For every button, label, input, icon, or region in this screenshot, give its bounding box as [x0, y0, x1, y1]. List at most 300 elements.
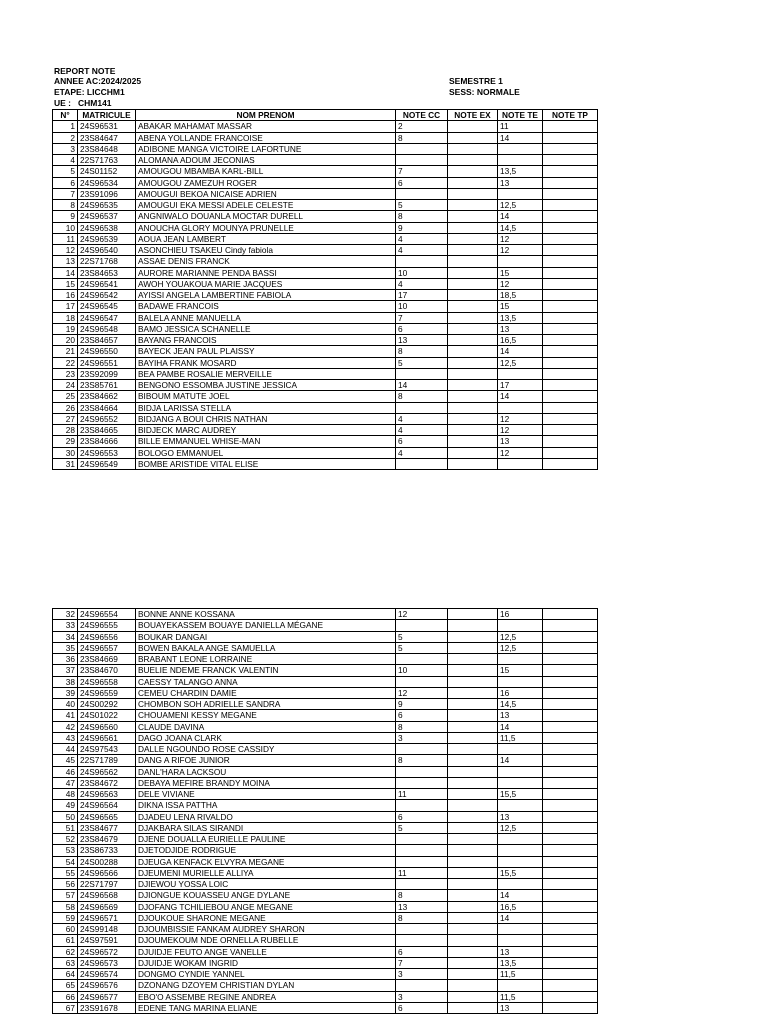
row-number: 49: [53, 800, 78, 811]
matricule-cell: 24S96562: [78, 766, 136, 777]
table-row: [53, 980, 598, 991]
row-number: 48: [53, 789, 78, 800]
grades-table-2: [52, 608, 598, 1014]
table-row: [53, 413, 598, 424]
note-cc-cell: 6: [396, 436, 448, 447]
matricule-cell: 24S96555: [78, 620, 136, 631]
note-te-cell: 12: [498, 425, 543, 436]
note-tp-cell: [543, 867, 598, 878]
name-cell: DAGO JOANA CLARK: [136, 732, 396, 743]
note-ex-cell: [448, 222, 498, 233]
matricule-cell: 24S01022: [78, 710, 136, 721]
name-cell: DJADEU LENA RIVALDO: [136, 811, 396, 822]
row-number: 67: [53, 1002, 78, 1013]
note-tp-cell: [543, 935, 598, 946]
table-row: [53, 654, 598, 665]
name-cell: CHOMBON SOH ADRIELLE SANDRA: [136, 699, 396, 710]
table-row: [53, 121, 598, 132]
row-number: 58: [53, 901, 78, 912]
name-cell: AMOUGUI EKA MESSI ADELE CELESTE: [136, 200, 396, 211]
note-ex-cell: [448, 991, 498, 1002]
matricule-cell: 24S96537: [78, 211, 136, 222]
table-row: [53, 744, 598, 755]
note-ex-cell: [448, 969, 498, 980]
name-cell: AMOUGOU ZAMEZUH ROGER: [136, 177, 396, 188]
name-cell: AWOH YOUAKOUA MARIE JACQUES: [136, 278, 396, 289]
matricule-cell: 24S96542: [78, 290, 136, 301]
note-te-cell: 15: [498, 301, 543, 312]
note-te-cell: 12: [498, 447, 543, 458]
note-ex-cell: [448, 121, 498, 132]
note-te-cell: 15,5: [498, 867, 543, 878]
note-tp-cell: [543, 912, 598, 923]
row-number: 32: [53, 609, 78, 620]
matricule-cell: 24S96558: [78, 676, 136, 687]
note-cc-cell: 3: [396, 969, 448, 980]
note-tp-cell: [543, 665, 598, 676]
name-cell: DJIONGUE KOUASSEU ANGE DYLANE: [136, 890, 396, 901]
note-cc-cell: 8: [396, 391, 448, 402]
note-ex-cell: [448, 458, 498, 469]
row-number: 65: [53, 980, 78, 991]
note-ex-cell: [448, 789, 498, 800]
name-cell: BAYIHA FRANK MOSARD: [136, 357, 396, 368]
note-cc-cell: 10: [396, 267, 448, 278]
matricule-cell: 23S84653: [78, 267, 136, 278]
name-cell: CEMEU CHARDIN DAMIE: [136, 687, 396, 698]
note-ex-cell: [448, 323, 498, 334]
table-row: [53, 777, 598, 788]
matricule-cell: 24S96559: [78, 687, 136, 698]
note-ex-cell: [448, 879, 498, 890]
report-title: REPORT NOTE: [54, 66, 116, 76]
note-te-cell: 18,5: [498, 290, 543, 301]
note-tp-cell: [543, 380, 598, 391]
name-cell: DJOUKOUE SHARONE MEGANE: [136, 912, 396, 923]
table-row: [53, 211, 598, 222]
note-te-cell: [498, 676, 543, 687]
note-tp-cell: [543, 312, 598, 323]
row-number: 50: [53, 811, 78, 822]
row-number: 25: [53, 391, 78, 402]
note-tp-cell: [543, 732, 598, 743]
table-row: [53, 166, 598, 177]
matricule-cell: 24S00288: [78, 856, 136, 867]
note-cc-cell: [396, 924, 448, 935]
name-cell: BOWEN BAKALA ANGE SAMUELLA: [136, 642, 396, 653]
note-tp-cell: [543, 676, 598, 687]
matricule-cell: 24S96572: [78, 946, 136, 957]
note-te-cell: [498, 458, 543, 469]
name-cell: ADIBONE MANGA VICTOIRE LAFORTUNE: [136, 143, 396, 154]
note-tp-cell: [543, 744, 598, 755]
name-cell: AOUA JEAN LAMBERT: [136, 233, 396, 244]
name-cell: DZONANG DZOYEM CHRISTIAN DYLAN: [136, 980, 396, 991]
matricule-cell: 24S96564: [78, 800, 136, 811]
note-cc-cell: 8: [396, 912, 448, 923]
note-ex-cell: [448, 676, 498, 687]
name-cell: BALELA ANNE MANUELLA: [136, 312, 396, 323]
note-te-cell: 14: [498, 890, 543, 901]
note-cc-cell: [396, 654, 448, 665]
row-number: 6: [53, 177, 78, 188]
note-tp-cell: [543, 402, 598, 413]
note-tp-cell: [543, 368, 598, 379]
note-cc-cell: [396, 935, 448, 946]
table-row: [53, 177, 598, 188]
note-te-cell: 11: [498, 121, 543, 132]
name-cell: BRABANT LEONE LORRAINE: [136, 654, 396, 665]
row-number: 23: [53, 368, 78, 379]
name-cell: DJOUMEKOUM NDE ORNELLA RUBELLE: [136, 935, 396, 946]
note-ex-cell: [448, 642, 498, 653]
name-cell: DJEUGA KENFACK ELVYRA MEGANE: [136, 856, 396, 867]
note-ex-cell: [448, 867, 498, 878]
note-ex-cell: [448, 211, 498, 222]
row-number: 55: [53, 867, 78, 878]
row-number: 4: [53, 155, 78, 166]
note-tp-cell: [543, 890, 598, 901]
note-ex-cell: [448, 132, 498, 143]
row-number: 47: [53, 777, 78, 788]
table-row: [53, 402, 598, 413]
matricule-cell: 23S84648: [78, 143, 136, 154]
note-te-cell: 14: [498, 721, 543, 732]
matricule-cell: 23S84657: [78, 335, 136, 346]
note-cc-cell: 3: [396, 991, 448, 1002]
name-cell: EBO'O ASSEMBE REGINE ANDREA: [136, 991, 396, 1002]
note-cc-cell: 7: [396, 312, 448, 323]
table-row: [53, 811, 598, 822]
matricule-cell: 24S96549: [78, 458, 136, 469]
note-te-cell: 12: [498, 413, 543, 424]
note-cc-cell: 8: [396, 755, 448, 766]
semester-label: SEMESTRE 1: [449, 76, 503, 86]
note-tp-cell: [543, 413, 598, 424]
matricule-cell: 24S96563: [78, 789, 136, 800]
note-ex-cell: [448, 301, 498, 312]
row-number: 28: [53, 425, 78, 436]
matricule-cell: 23S84670: [78, 665, 136, 676]
name-cell: ANGNIWALO DOUANLA MOCTAR DURELL: [136, 211, 396, 222]
note-tp-cell: [543, 121, 598, 132]
note-ex-cell: [448, 380, 498, 391]
matricule-cell: 24S01152: [78, 166, 136, 177]
note-te-cell: 16: [498, 609, 543, 620]
name-cell: ANOUCHA GLORY MOUNYA PRUNELLE: [136, 222, 396, 233]
name-cell: BAMO JESSICA SCHANELLE: [136, 323, 396, 334]
note-tp-cell: [543, 132, 598, 143]
row-number: 9: [53, 211, 78, 222]
table-row: [53, 732, 598, 743]
note-cc-cell: 13: [396, 335, 448, 346]
note-cc-cell: 2: [396, 121, 448, 132]
note-tp-cell: [543, 991, 598, 1002]
note-te-cell: 13: [498, 1002, 543, 1013]
note-cc-cell: [396, 402, 448, 413]
name-cell: DJUIDJE FEUTO ANGE VANELLE: [136, 946, 396, 957]
note-tp-cell: [543, 200, 598, 211]
matricule-cell: 24S96535: [78, 200, 136, 211]
table-row: [53, 380, 598, 391]
name-cell: BOLOGO EMMANUEL: [136, 447, 396, 458]
note-cc-cell: 4: [396, 425, 448, 436]
note-tp-cell: [543, 642, 598, 653]
note-cc-cell: [396, 458, 448, 469]
note-tp-cell: [543, 631, 598, 642]
note-ex-cell: [448, 687, 498, 698]
row-number: 19: [53, 323, 78, 334]
note-te-cell: [498, 620, 543, 631]
matricule-cell: 23S84677: [78, 822, 136, 833]
col-header-note-te: NOTE TE: [498, 110, 543, 121]
note-te-cell: [498, 654, 543, 665]
col-header-note-cc: NOTE CC: [396, 110, 448, 121]
note-cc-cell: [396, 143, 448, 154]
name-cell: BOUAYEKASSEM BOUAYE DANIELLA MÉGANE: [136, 620, 396, 631]
row-number: 29: [53, 436, 78, 447]
note-te-cell: 14: [498, 346, 543, 357]
note-ex-cell: [448, 233, 498, 244]
name-cell: AMOUGOU MBAMBA KARL-BILL: [136, 166, 396, 177]
note-ex-cell: [448, 278, 498, 289]
note-te-cell: 13,5: [498, 166, 543, 177]
note-tp-cell: [543, 777, 598, 788]
note-tp-cell: [543, 143, 598, 154]
name-cell: DJENE DOUALLA EURIELLE PAULINE: [136, 834, 396, 845]
note-te-cell: [498, 924, 543, 935]
note-te-cell: 14,5: [498, 699, 543, 710]
matricule-cell: 24S96531: [78, 121, 136, 132]
name-cell: BEA PAMBE ROSALIE MERVEILLE: [136, 368, 396, 379]
note-tp-cell: [543, 447, 598, 458]
name-cell: BOMBE ARISTIDE VITAL ELISE: [136, 458, 396, 469]
note-cc-cell: 4: [396, 233, 448, 244]
name-cell: AMOUGUI BEKOA NICAISE ADRIEN: [136, 188, 396, 199]
note-tp-cell: [543, 301, 598, 312]
matricule-cell: 24S96557: [78, 642, 136, 653]
row-number: 26: [53, 402, 78, 413]
table-row: [53, 233, 598, 244]
name-cell: DANL'HARA LACKSOU: [136, 766, 396, 777]
note-te-cell: [498, 188, 543, 199]
note-tp-cell: [543, 357, 598, 368]
table-row: [53, 834, 598, 845]
matricule-cell: 24S00292: [78, 699, 136, 710]
matricule-cell: 24S96545: [78, 301, 136, 312]
name-cell: DANG A RIFOE JUNIOR: [136, 755, 396, 766]
row-number: 31: [53, 458, 78, 469]
note-te-cell: 12,5: [498, 642, 543, 653]
note-cc-cell: 11: [396, 789, 448, 800]
note-tp-cell: [543, 879, 598, 890]
table-row: [53, 357, 598, 368]
note-cc-cell: [396, 980, 448, 991]
matricule-cell: 23S85761: [78, 380, 136, 391]
note-ex-cell: [448, 665, 498, 676]
table-row: [53, 267, 598, 278]
note-cc-cell: 6: [396, 811, 448, 822]
name-cell: CAESSY TALANGO ANNA: [136, 676, 396, 687]
note-te-cell: 13,5: [498, 957, 543, 968]
note-ex-cell: [448, 699, 498, 710]
note-te-cell: [498, 834, 543, 845]
note-te-cell: 11,5: [498, 732, 543, 743]
note-cc-cell: 8: [396, 132, 448, 143]
note-ex-cell: [448, 290, 498, 301]
matricule-cell: 23S84679: [78, 834, 136, 845]
note-ex-cell: [448, 755, 498, 766]
note-ex-cell: [448, 946, 498, 957]
note-ex-cell: [448, 436, 498, 447]
note-cc-cell: [396, 155, 448, 166]
row-number: 45: [53, 755, 78, 766]
table-row: [53, 699, 598, 710]
note-te-cell: [498, 980, 543, 991]
note-ex-cell: [448, 654, 498, 665]
matricule-cell: 23S92099: [78, 368, 136, 379]
matricule-cell: 24S96566: [78, 867, 136, 878]
note-te-cell: [498, 766, 543, 777]
matricule-cell: 24S96551: [78, 357, 136, 368]
name-cell: DJOFANG TCHILIEBOU ANGE MEGANE: [136, 901, 396, 912]
note-te-cell: 17: [498, 380, 543, 391]
note-tp-cell: [543, 654, 598, 665]
name-cell: BAYANG FRANCOIS: [136, 335, 396, 346]
note-cc-cell: [396, 676, 448, 687]
note-tp-cell: [543, 335, 598, 346]
note-tp-cell: [543, 980, 598, 991]
note-te-cell: 13: [498, 811, 543, 822]
note-ex-cell: [448, 766, 498, 777]
table-row: [53, 789, 598, 800]
note-te-cell: [498, 777, 543, 788]
name-cell: DJAKBARA SILAS SIRANDI: [136, 822, 396, 833]
matricule-cell: 24S96556: [78, 631, 136, 642]
matricule-cell: 22S71768: [78, 256, 136, 267]
note-tp-cell: [543, 233, 598, 244]
note-ex-cell: [448, 800, 498, 811]
note-te-cell: 14: [498, 912, 543, 923]
note-te-cell: 11,5: [498, 969, 543, 980]
row-number: 51: [53, 822, 78, 833]
note-ex-cell: [448, 402, 498, 413]
note-te-cell: 12,5: [498, 357, 543, 368]
note-tp-cell: [543, 425, 598, 436]
note-cc-cell: 13: [396, 901, 448, 912]
note-ex-cell: [448, 912, 498, 923]
note-te-cell: 16: [498, 687, 543, 698]
row-number: 61: [53, 935, 78, 946]
note-ex-cell: [448, 845, 498, 856]
table-row: [53, 155, 598, 166]
name-cell: DJEUMENI MURIELLE ALLIYA: [136, 867, 396, 878]
name-cell: BUELIE NDEME FRANCK VALENTIN: [136, 665, 396, 676]
note-ex-cell: [448, 710, 498, 721]
row-number: 5: [53, 166, 78, 177]
matricule-cell: 24S96573: [78, 957, 136, 968]
note-tp-cell: [543, 609, 598, 620]
table-row: [53, 766, 598, 777]
row-number: 43: [53, 732, 78, 743]
row-number: 33: [53, 620, 78, 631]
name-cell: BIBOUM MATUTE JOEL: [136, 391, 396, 402]
note-te-cell: 13: [498, 323, 543, 334]
note-tp-cell: [543, 766, 598, 777]
note-te-cell: [498, 402, 543, 413]
table-row: [53, 143, 598, 154]
note-cc-cell: 5: [396, 357, 448, 368]
matricule-cell: 24S96534: [78, 177, 136, 188]
row-number: 40: [53, 699, 78, 710]
note-tp-cell: [543, 699, 598, 710]
note-cc-cell: [396, 188, 448, 199]
table-row: [53, 721, 598, 732]
note-cc-cell: 6: [396, 177, 448, 188]
table-row: [53, 368, 598, 379]
matricule-cell: 23S86733: [78, 845, 136, 856]
row-number: 10: [53, 222, 78, 233]
note-cc-cell: 6: [396, 323, 448, 334]
note-ex-cell: [448, 368, 498, 379]
note-tp-cell: [543, 789, 598, 800]
row-number: 13: [53, 256, 78, 267]
name-cell: DJOUMBISSIE FANKAM AUDREY SHARON: [136, 924, 396, 935]
note-te-cell: 16,5: [498, 335, 543, 346]
name-cell: AYISSI ANGELA LAMBERTINE FABIOLA: [136, 290, 396, 301]
row-number: 24: [53, 380, 78, 391]
row-number: 41: [53, 710, 78, 721]
table-row: [53, 132, 598, 143]
table-row: [53, 901, 598, 912]
academic-year: ANNEE AC:2024/2025: [54, 76, 142, 86]
note-tp-cell: [543, 856, 598, 867]
name-cell: BOUKAR DANGAI: [136, 631, 396, 642]
table-row: [53, 856, 598, 867]
table-row: [53, 912, 598, 923]
col-header-matricule: MATRICULE: [78, 110, 136, 121]
note-tp-cell: [543, 946, 598, 957]
row-number: 38: [53, 676, 78, 687]
row-number: 66: [53, 991, 78, 1002]
table-row: [53, 323, 598, 334]
note-cc-cell: 4: [396, 245, 448, 256]
note-ex-cell: [448, 744, 498, 755]
note-ex-cell: [448, 924, 498, 935]
note-cc-cell: [396, 879, 448, 890]
matricule-cell: 23S91678: [78, 1002, 136, 1013]
table-row: [53, 301, 598, 312]
note-tp-cell: [543, 346, 598, 357]
note-cc-cell: [396, 766, 448, 777]
note-cc-cell: 4: [396, 278, 448, 289]
note-te-cell: 15,5: [498, 789, 543, 800]
row-number: 39: [53, 687, 78, 698]
note-tp-cell: [543, 800, 598, 811]
note-ex-cell: [448, 777, 498, 788]
name-cell: DALLE NGOUNDO ROSE CASSIDY: [136, 744, 396, 755]
matricule-cell: 24S99148: [78, 924, 136, 935]
note-tp-cell: [543, 755, 598, 766]
matricule-cell: 24S96561: [78, 732, 136, 743]
table-row: [53, 447, 598, 458]
note-te-cell: 13: [498, 946, 543, 957]
note-cc-cell: [396, 845, 448, 856]
note-cc-cell: 5: [396, 631, 448, 642]
table-row: [53, 946, 598, 957]
note-te-cell: 15: [498, 267, 543, 278]
note-cc-cell: 9: [396, 222, 448, 233]
